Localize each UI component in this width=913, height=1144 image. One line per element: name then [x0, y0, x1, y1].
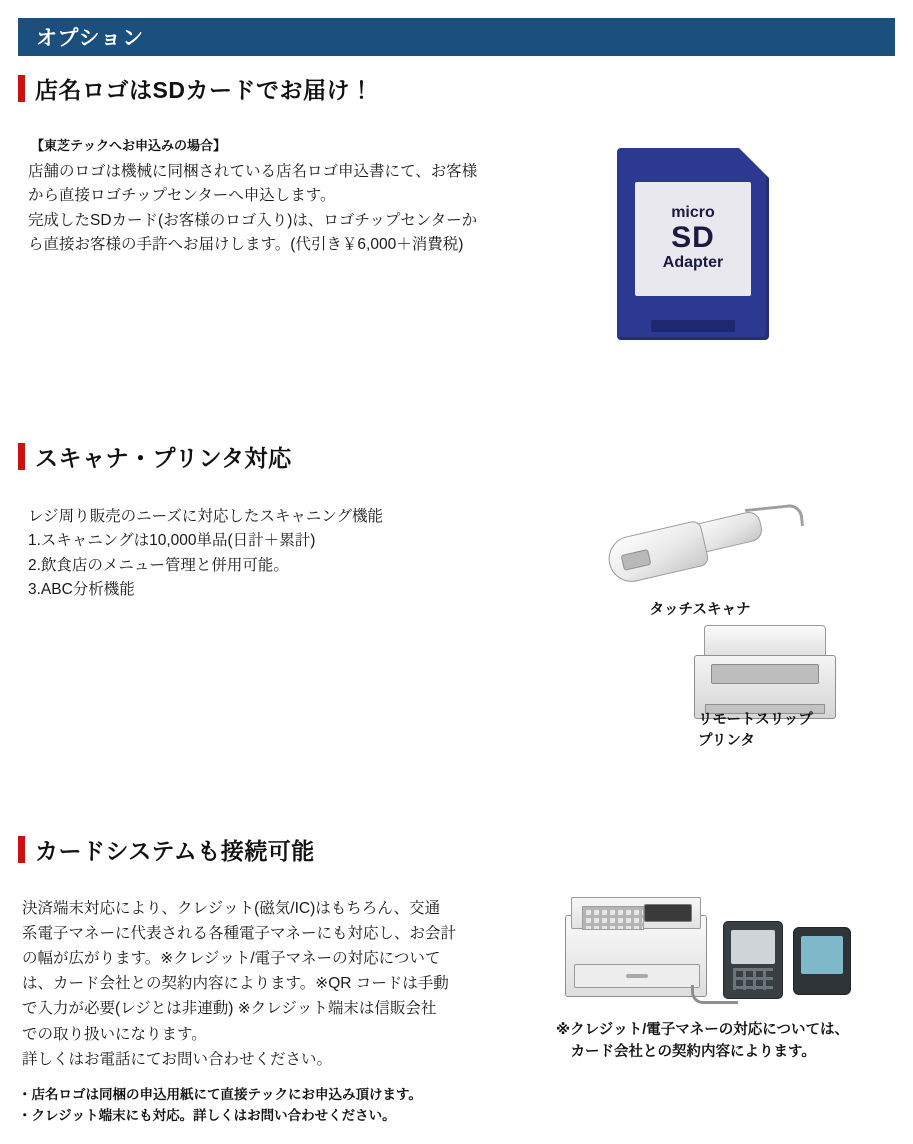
section-heading-text: 店名ロゴはSDカードでお届け！ [35, 77, 374, 103]
sd-logo-paragraph [28, 160, 568, 258]
section-heading-card-system [18, 833, 315, 866]
printer-slip-slot [711, 664, 819, 684]
touch-scanner-caption: タッチスキャナ [649, 602, 751, 618]
section-heading-scanner-printer [18, 440, 292, 473]
touch-scanner-image [600, 500, 800, 595]
card-paragraph-line-7: 詳しくはお電話にてお問い合わせください。 [22, 1050, 333, 1068]
card-system-footnotes [18, 1085, 578, 1127]
register-display [644, 904, 692, 922]
card-paragraph-line-4: は、カード会社との契約内容によります。※QR コードは手動 [22, 975, 449, 993]
sd-paragraph-line-4: ら直接お客様の手許へお届けします。(代引き￥6,000＋消費税) [28, 236, 464, 254]
remote-slip-printer-image [690, 625, 840, 720]
heading-accent-bar [18, 443, 25, 470]
register-terminal-image [565, 893, 875, 1008]
footnote-line-2: ・クレジット端末にも対応。詳しくはお問い合わせください。 [18, 1107, 396, 1123]
sd-paragraph-line-2: から直接ロゴチップセンターへ申込します。 [28, 187, 336, 205]
sd-apply-note-title: 【東芝テックへお申込みの場合】 [31, 138, 227, 153]
page-banner-title: オプション [36, 27, 145, 50]
card-system-figure-caption [556, 1020, 886, 1064]
cash-drawer [574, 964, 700, 988]
card-paragraph-line-6: での取り扱いになります。 [22, 1025, 207, 1043]
scanner-window [621, 549, 652, 571]
credit-terminal-keypad [733, 968, 773, 990]
card-paragraph-line-5: で入力が必要(レジとは非連動) ※クレジット端末は信販会社 [22, 1000, 437, 1018]
sd-card-label-sd: SD [671, 220, 715, 254]
emoney-reader [793, 927, 851, 995]
remote-slip-printer-caption [698, 710, 913, 752]
section-heading-sd-logo [18, 72, 373, 105]
card-paragraph-line-2: 系電子マネーに代表される各種電子マネーにも対応し、お会計 [22, 925, 457, 943]
card-system-paragraph [22, 896, 522, 1072]
sd-card-image [617, 148, 769, 340]
sd-card-label-adapter: Adapter [662, 254, 724, 272]
sd-card-label [635, 182, 751, 296]
section-heading-text: カードシステムも接続可能 [35, 838, 315, 864]
sd-card-body [617, 148, 769, 340]
scanner-paragraph-line-2: 1.スキャニングは10,000単品(日計＋累計) [28, 532, 316, 550]
card-paragraph-line-1: 決済端末対応により、クレジット(磁気/IC)はもちろん、交通 [22, 900, 441, 917]
sd-paragraph-line-3: 完成したSDカード(お客様のロゴ入り)は、ロゴチップセンターか [28, 211, 478, 229]
register-keypad [582, 906, 644, 930]
scanner-paragraph [28, 505, 548, 603]
heading-accent-bar [18, 836, 25, 863]
figure-caption-line-2: カード会社との契約内容によります。 [556, 1043, 816, 1060]
sd-card-bottom-tab [651, 320, 735, 332]
cash-register-top [571, 897, 701, 929]
scanner-paragraph-line-4: 3.ABC分析機能 [28, 581, 135, 599]
scanner-paragraph-line-1: レジ周り販売のニーズに対応したスキャニング機能 [28, 508, 384, 525]
sd-paragraph-line-1: 店舗のロゴは機械に同梱されている店名ロゴ申込書にて、お客様 [28, 163, 478, 180]
sd-card-notch [739, 148, 769, 178]
heading-accent-bar [18, 75, 25, 102]
page-banner [18, 18, 895, 56]
printer-caption-line-2: プリンタ [698, 733, 755, 750]
section-heading-text: スキャナ・プリンタ対応 [35, 445, 292, 471]
scanner-head [604, 520, 710, 587]
printer-caption-line-1: リモートスリップ [698, 712, 813, 728]
credit-terminal-screen [731, 930, 775, 964]
footnote-line-1: ・店名ロゴは同梱の申込用紙にて直接テックにお申込み頂けます。 [18, 1087, 422, 1102]
scanner-paragraph-line-3: 2.飲食店のメニュー管理と併用可能。 [28, 556, 289, 574]
credit-terminal [723, 921, 783, 999]
emoney-reader-screen [801, 936, 843, 974]
sd-card-label-micro: micro [671, 204, 715, 222]
figure-caption-line-1: ※クレジット/電子マネーの対応については、 [556, 1022, 849, 1038]
card-paragraph-line-3: の幅が広がります。※クレジット/電子マネーの対応について [22, 950, 441, 968]
